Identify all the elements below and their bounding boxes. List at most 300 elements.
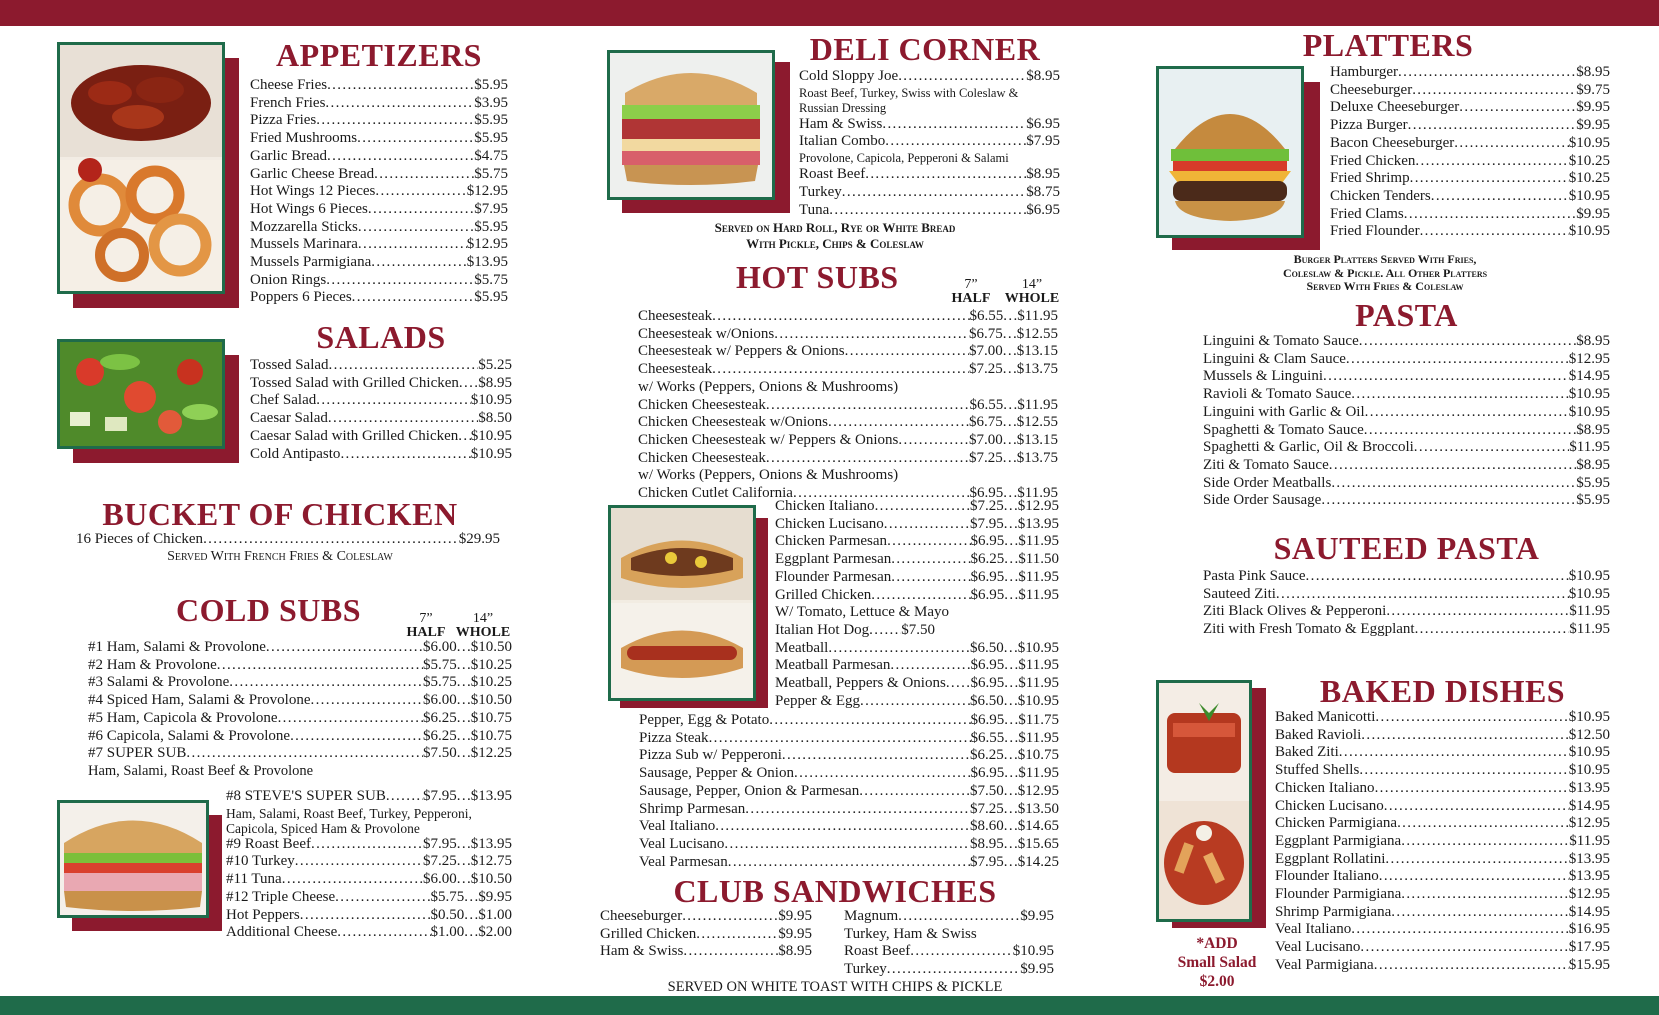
menu-item (250, 392, 512, 410)
menu-item (1275, 798, 1610, 816)
item-name: Tossed Salad with Grilled Chicken (250, 374, 459, 391)
item-price: $10.95 (1568, 762, 1610, 779)
item-name: Side Order Meatballs (1203, 474, 1332, 491)
item-price: $10.95 (1568, 744, 1610, 761)
whole-price: $10.50 (470, 692, 512, 709)
half-price: $6.95 (970, 675, 1005, 692)
item-price: $8.95 (778, 943, 812, 960)
menu-item (1203, 439, 1610, 457)
item-price: $13.95 (466, 254, 508, 271)
item-name: Cold Antipasto (250, 445, 341, 462)
menu-item (775, 640, 1059, 658)
menu-item (226, 836, 512, 854)
item-name: #6 Capicola, Salami & Provolone (88, 727, 291, 744)
menu-item (1275, 727, 1610, 745)
half-price: $6.95 (970, 712, 1005, 728)
sub-sandwich-icon (60, 803, 206, 915)
half-column-header: 7” HALF (406, 611, 446, 640)
menu-item (799, 166, 1060, 184)
whole-price: $13.75 (1016, 449, 1058, 466)
menu-item (638, 450, 1058, 468)
whole-price: $10.95 (1017, 639, 1059, 656)
menu-item (1203, 422, 1610, 440)
item-name: Chicken Lucisano (1275, 797, 1384, 814)
menu-item (1275, 762, 1610, 780)
menu-item (1330, 82, 1610, 100)
whole-price: $11.95 (1018, 586, 1059, 603)
item-name: Chef Salad (250, 392, 317, 409)
item-price: $29.95 (458, 531, 500, 547)
menu-item (1275, 780, 1610, 798)
menu-item (639, 730, 1059, 748)
menu-item (250, 236, 508, 254)
item-price: $14.95 (1568, 368, 1610, 385)
item-price: $9.95 (1020, 961, 1054, 978)
item-price: $5.95 (474, 130, 508, 147)
whole-price: $10.75 (1017, 747, 1059, 764)
half-price: $6.75 (969, 325, 1003, 342)
item-name: #11 Tuna (226, 871, 282, 888)
item-price: $5.95 (474, 218, 508, 235)
menu-item (639, 747, 1059, 765)
pasta-title: PASTA (1355, 297, 1458, 333)
half-price: $6.00 (423, 639, 457, 655)
item-name: Grilled Chicken (775, 586, 872, 603)
item-price: $10.95 (470, 392, 512, 409)
item-price: $10.95 (1012, 943, 1054, 960)
half-price: $6.95 (970, 657, 1005, 674)
item-name: Deluxe Cheeseburger (1330, 99, 1460, 116)
menu-item (1203, 457, 1610, 475)
item-name: Sausage, Pepper & Onion (639, 765, 794, 782)
deli-photo (607, 50, 775, 200)
menu-item (226, 889, 512, 907)
item-name: Cheesesteak w/ Peppers & Onions (638, 343, 845, 360)
bucket-note: Served With French Fries & Coleslaw (167, 548, 393, 564)
bucket-section (60, 497, 500, 564)
salad-icon (60, 342, 222, 446)
item-name: Chicken Parmesan (775, 533, 888, 550)
item-price: $12.95 (466, 183, 508, 200)
item-name: Mozzarella Sticks (250, 218, 358, 235)
menu-item (799, 202, 1060, 220)
item-name: Chicken Italiano (1275, 779, 1375, 796)
baked-pasta-icon (1159, 683, 1249, 919)
menu-item (88, 692, 512, 710)
item-price: $11.95 (1569, 832, 1610, 849)
item-name: Hot Wings 12 Pieces (250, 183, 376, 200)
menu-item (226, 924, 512, 942)
menu-item (638, 414, 1058, 432)
menu-item (1203, 568, 1610, 586)
item-name: Veal Parmesan (639, 853, 728, 870)
item-name: Ziti with Fresh Tomato & Eggplant (1203, 621, 1415, 638)
whole-price: $10.25 (470, 674, 512, 691)
menu-item (250, 289, 508, 307)
bucket-item (60, 531, 500, 549)
hot-subs-title: HOT SUBS (736, 259, 899, 295)
item-price: $4.75 (474, 147, 508, 164)
item-name: Baked Manicotti (1275, 709, 1376, 725)
item-description: Provolone, Capicola, Pepperoni & Salami (799, 151, 1009, 166)
item-price: $13.95 (1568, 868, 1610, 885)
club-list (844, 943, 1054, 978)
cold-subs-list-continued (226, 836, 512, 942)
item-name: Cheesesteak w/Onions (638, 325, 775, 342)
half-price: $6.55 (969, 396, 1004, 413)
item-price: $11.95 (1569, 439, 1610, 456)
menu-item: #8 STEVE'S SUPER SUB . . . $7.95 . . . $13.95 (226, 788, 512, 806)
item-description: Turkey, Ham & Swiss (844, 925, 977, 942)
menu-item (775, 675, 1059, 693)
menu-item (1275, 851, 1610, 869)
item-name: Cheesesteak (638, 361, 713, 378)
menu-item (88, 745, 512, 763)
item-name: Spaghetti & Garlic, Oil & Broccoli (1203, 439, 1414, 456)
half-price: $7.95 (970, 515, 1004, 532)
item-price: $8.95 (1576, 421, 1610, 438)
menu-item (1330, 153, 1610, 171)
item-name: Fried Mushrooms (250, 130, 358, 147)
bottom-border (0, 996, 1659, 1015)
menu-item (250, 166, 508, 184)
menu-item (638, 432, 1058, 450)
club-note: SERVED ON WHITE TOAST WITH CHIPS & PICKLE (667, 978, 1003, 995)
item-price: $9.95 (778, 925, 812, 942)
baked-photo (1156, 680, 1252, 922)
half-price: $7.25 (969, 449, 1003, 466)
menu-item (88, 639, 512, 657)
item-name: #4 Spiced Ham, Salami & Provolone (88, 692, 311, 709)
item-name: Meatball Parmesan (775, 657, 891, 674)
hot-subs-list (638, 397, 1058, 468)
pasta-list (1203, 333, 1610, 510)
menu-item (250, 375, 512, 393)
menu-item (639, 765, 1059, 783)
item-name: Pizza Sub w/ Pepperoni (639, 747, 782, 764)
whole-price: $13.15 (1016, 343, 1058, 360)
half-price: $7.50 (423, 745, 457, 762)
menu-item (1275, 744, 1610, 762)
menu-item (1203, 603, 1610, 621)
item-price: $8.95 (1576, 456, 1610, 473)
menu-item (638, 361, 1058, 379)
half-price: $7.95 (423, 835, 457, 852)
item-name: Meatball, Peppers & Onions (775, 675, 946, 692)
whole-price: $11.95 (1018, 533, 1059, 550)
half-price: $5.75 (423, 656, 457, 673)
hot-subs-block (639, 712, 1059, 871)
menu-item (1275, 904, 1610, 922)
whole-price: $12.95 (1017, 498, 1059, 514)
item-price: $13.95 (1568, 850, 1610, 867)
menu-item (250, 254, 508, 272)
item-name: #3 Salami & Provolone (88, 674, 230, 691)
half-price: $7.25 (970, 498, 1004, 514)
item-price: $9.95 (1576, 99, 1610, 116)
item-price: $6.95 (1026, 201, 1060, 218)
deli-section (790, 32, 1060, 219)
item-name: #12 Triple Cheese (226, 888, 336, 905)
hot-subs-list (638, 308, 1058, 379)
whole-price: $11.95 (1018, 657, 1059, 674)
item-price: $10.95 (470, 445, 512, 462)
menu-item (250, 219, 508, 237)
item-name: Spaghetti & Tomato Sauce (1203, 421, 1364, 438)
tomato-note: W/ Tomato, Lettuce & Mayo (775, 604, 950, 621)
appetizers-section (250, 38, 508, 307)
menu-item (1330, 135, 1610, 153)
menu-item: Italian Hot Dog . . . $7.50 (775, 622, 1059, 640)
club-section (600, 874, 1070, 997)
half-price: $5.75 (430, 888, 465, 905)
item-name: Cheesesteak (638, 308, 713, 324)
item-name: #1 Ham, Salami & Provolone (88, 639, 266, 655)
menu-item (250, 272, 508, 290)
item-name: French Fries (250, 94, 326, 111)
menu-item (1203, 386, 1610, 404)
item-price: $5.95 (1576, 474, 1610, 491)
menu-item (638, 397, 1058, 415)
item-price: $14.95 (1568, 797, 1610, 814)
menu-item (1275, 939, 1610, 957)
item-name: Shrimp Parmesan (639, 800, 746, 817)
club-list (600, 908, 812, 979)
item-name: Additional Cheese (226, 924, 338, 941)
salads-title: SALADS (316, 319, 446, 355)
menu-item (88, 674, 512, 692)
item-name: Grilled Chicken (600, 925, 697, 942)
menu-item (1330, 206, 1610, 224)
item-name: Veal Italiano (1275, 921, 1352, 938)
whole-price: $11.95 (1018, 729, 1059, 746)
menu-item (1203, 351, 1610, 369)
cold-sub-photo (57, 800, 209, 918)
platters-note: Burger Platters Served With Fries, Coleslaw & Pickle. All Other Platters Served With Fries & Coleslaw (1282, 252, 1488, 293)
menu-item (1203, 368, 1610, 386)
item-price: $7.95 (474, 200, 508, 217)
item-name: Hamburger (1330, 64, 1399, 80)
item-name: Fried Chicken (1330, 152, 1416, 169)
menu-item (775, 693, 1059, 711)
item-name: Italian Combo (799, 133, 886, 150)
menu-item (799, 184, 1060, 202)
menu-item (250, 77, 508, 95)
whole-price: $11.75 (1018, 712, 1059, 728)
menu-item (775, 533, 1059, 551)
menu-item (638, 343, 1058, 361)
whole-price: $12.95 (1017, 782, 1059, 799)
platters-list (1330, 64, 1610, 241)
menu-item (639, 854, 1059, 872)
whole-price: $12.55 (1016, 414, 1058, 431)
menu-item (775, 569, 1059, 587)
whole-price: $13.75 (1016, 361, 1058, 378)
item-name: Pizza Burger (1330, 117, 1408, 134)
item-name: Eggplant Parmigiana (1275, 832, 1402, 849)
baked-list (1275, 709, 1610, 975)
item-name: Flounder Parmigiana (1275, 886, 1402, 903)
menu-item (1275, 709, 1610, 727)
menu-item (775, 516, 1059, 534)
item-price: $8.95 (478, 374, 512, 391)
item-description: Ham, Salami, Roast Beef, Turkey, Pepperoni, (226, 805, 472, 821)
menu-item (1203, 404, 1610, 422)
item-price: $12.95 (1568, 815, 1610, 832)
item-name: Pepper, Egg & Potato (639, 712, 770, 728)
item-price: $8.95 (1576, 64, 1610, 80)
menu-item (1203, 586, 1610, 604)
item-name: Meatball (775, 639, 829, 656)
half-price: $7.25 (423, 853, 457, 870)
item-name: Bacon Cheeseburger (1330, 134, 1455, 151)
whole-price: $12.25 (470, 745, 512, 762)
menu-item (250, 148, 508, 166)
menu-item (250, 428, 512, 446)
salad-photo (57, 339, 225, 449)
hot-subs-list (639, 712, 1059, 871)
item-name: Eggplant Rollatini (1275, 850, 1386, 867)
item-name: Chicken Italiano (775, 498, 875, 514)
half-price: $6.95 (970, 533, 1005, 550)
item-price: $5.95 (474, 77, 508, 93)
menu-item (1275, 868, 1610, 886)
menu-item (600, 943, 812, 961)
cold-subs-section (88, 590, 512, 781)
menu-item (1203, 333, 1610, 351)
item-name: Caesar Salad (250, 410, 328, 427)
baked-title: BAKED DISHES (1319, 673, 1566, 709)
whole-price: $10.25 (470, 656, 512, 673)
item-price: $9.75 (1576, 81, 1610, 98)
deli-list (790, 68, 1060, 219)
item-name: Poppers 6 Pieces (250, 289, 352, 306)
appetizers-list (250, 77, 508, 307)
item-price: $5.25 (478, 357, 512, 373)
half-price: $7.25 (969, 361, 1003, 378)
whole-price: $11.95 (1018, 675, 1059, 692)
salads-list (250, 357, 512, 463)
whole-price: $1.00 (478, 906, 512, 923)
menu-item (250, 201, 508, 219)
menu-item (639, 818, 1059, 836)
menu-item (1330, 170, 1610, 188)
item-name: Ham & Swiss (799, 115, 883, 132)
half-price: $6.75 (969, 414, 1003, 431)
whole-price: $13.15 (1016, 431, 1058, 448)
item-name: #10 Turkey (226, 853, 295, 870)
menu-item (1203, 492, 1610, 510)
item-price: $5.95 (474, 112, 508, 129)
item-name: Fried Flounder (1330, 223, 1420, 240)
item-name: Chicken Parmigiana (1275, 815, 1398, 832)
item-price: $10.25 (1568, 170, 1610, 187)
menu-item (88, 728, 512, 746)
menu-item (250, 446, 512, 464)
super-sub-description: Ham, Salami, Roast Beef & Provolone (88, 762, 314, 779)
item-price: $5.95 (1576, 492, 1610, 509)
menu-item (1275, 921, 1610, 939)
item-name: Roast Beef (799, 166, 866, 183)
half-price: $6.55 (969, 308, 1004, 324)
platter-photo (1156, 66, 1304, 238)
item-name: Onion Rings (250, 271, 327, 288)
item-description: Capicola, Spiced Ham & Provolone (226, 820, 420, 836)
item-description: Roast Beef, Turkey, Swiss with Coleslaw & Russian Dressing (799, 85, 1019, 115)
menu-item (226, 853, 512, 871)
menu-item (639, 836, 1059, 854)
half-price: $7.50 (970, 782, 1004, 799)
item-name: Turkey (844, 961, 887, 978)
item-price: $12.50 (1568, 726, 1610, 743)
half-column-header: 7” HALF (951, 277, 991, 306)
item-name: Side Order Sausage (1203, 492, 1322, 509)
item-name: Turkey (799, 183, 842, 200)
menu-item (226, 871, 512, 889)
whole-price: $10.75 (470, 727, 512, 744)
deli-sandwich-icon (610, 53, 772, 197)
whole-price: $12.75 (470, 853, 512, 870)
menu-item (844, 961, 1054, 979)
menu-item (1330, 117, 1610, 135)
item-name: Veal Parmigiana (1275, 956, 1374, 973)
item-price: $17.95 (1568, 939, 1610, 956)
appetizers-title: APPETIZERS (276, 37, 482, 73)
appetizer-photo (57, 42, 225, 294)
menu-item (1330, 99, 1610, 117)
item-name: Linguini with Garlic & Oil (1203, 403, 1365, 420)
half-price: $1.00 (430, 924, 465, 941)
menu-item (639, 801, 1059, 819)
pasta-section (1203, 298, 1610, 510)
item-price: $6.95 (1026, 115, 1060, 132)
add-salad-note: *ADD Small Salad $2.00 (1177, 935, 1257, 990)
item-price: $8.95 (1576, 333, 1610, 349)
menu-item (250, 357, 512, 375)
menu-item (775, 587, 1059, 605)
item-name: Chicken Lucisano (775, 515, 884, 532)
whole-price: $12.55 (1016, 325, 1058, 342)
half-price: $6.95 (970, 765, 1005, 782)
item-price: $10.95 (1568, 403, 1610, 420)
menu-item (600, 908, 812, 926)
burger-icon (1159, 69, 1301, 235)
menu-item (1330, 223, 1610, 241)
item-name: Chicken Tenders (1330, 187, 1431, 204)
item-name: Caesar Salad with Grilled Chicken (250, 427, 459, 444)
item-name: Flounder Italiano (1275, 868, 1379, 885)
item-name: Baked Ziti (1275, 744, 1339, 761)
half-price: $6.00 (423, 871, 457, 888)
hot-subs-block (775, 498, 1059, 710)
item-name: Sausage, Pepper, Onion & Parmesan (639, 782, 860, 799)
whole-price: $11.95 (1018, 765, 1059, 782)
menu-item (638, 308, 1058, 326)
platters-list-block (1330, 64, 1610, 241)
item-name: Chicken Cheesesteak (638, 449, 766, 466)
half-price: $6.55 (970, 729, 1005, 746)
half-price: $7.00 (969, 343, 1003, 360)
item-name: Cheeseburger (1330, 81, 1413, 98)
whole-price: $10.95 (1017, 692, 1059, 709)
item-price: $10.95 (470, 427, 512, 444)
item-name: Tossed Salad (250, 357, 329, 373)
item-name: Fried Clams (1330, 205, 1404, 222)
whole-price: $11.95 (1017, 396, 1058, 413)
hot-subs-list (775, 640, 1059, 711)
item-price: $12.95 (1568, 886, 1610, 903)
hot-subs-section (638, 260, 1058, 503)
